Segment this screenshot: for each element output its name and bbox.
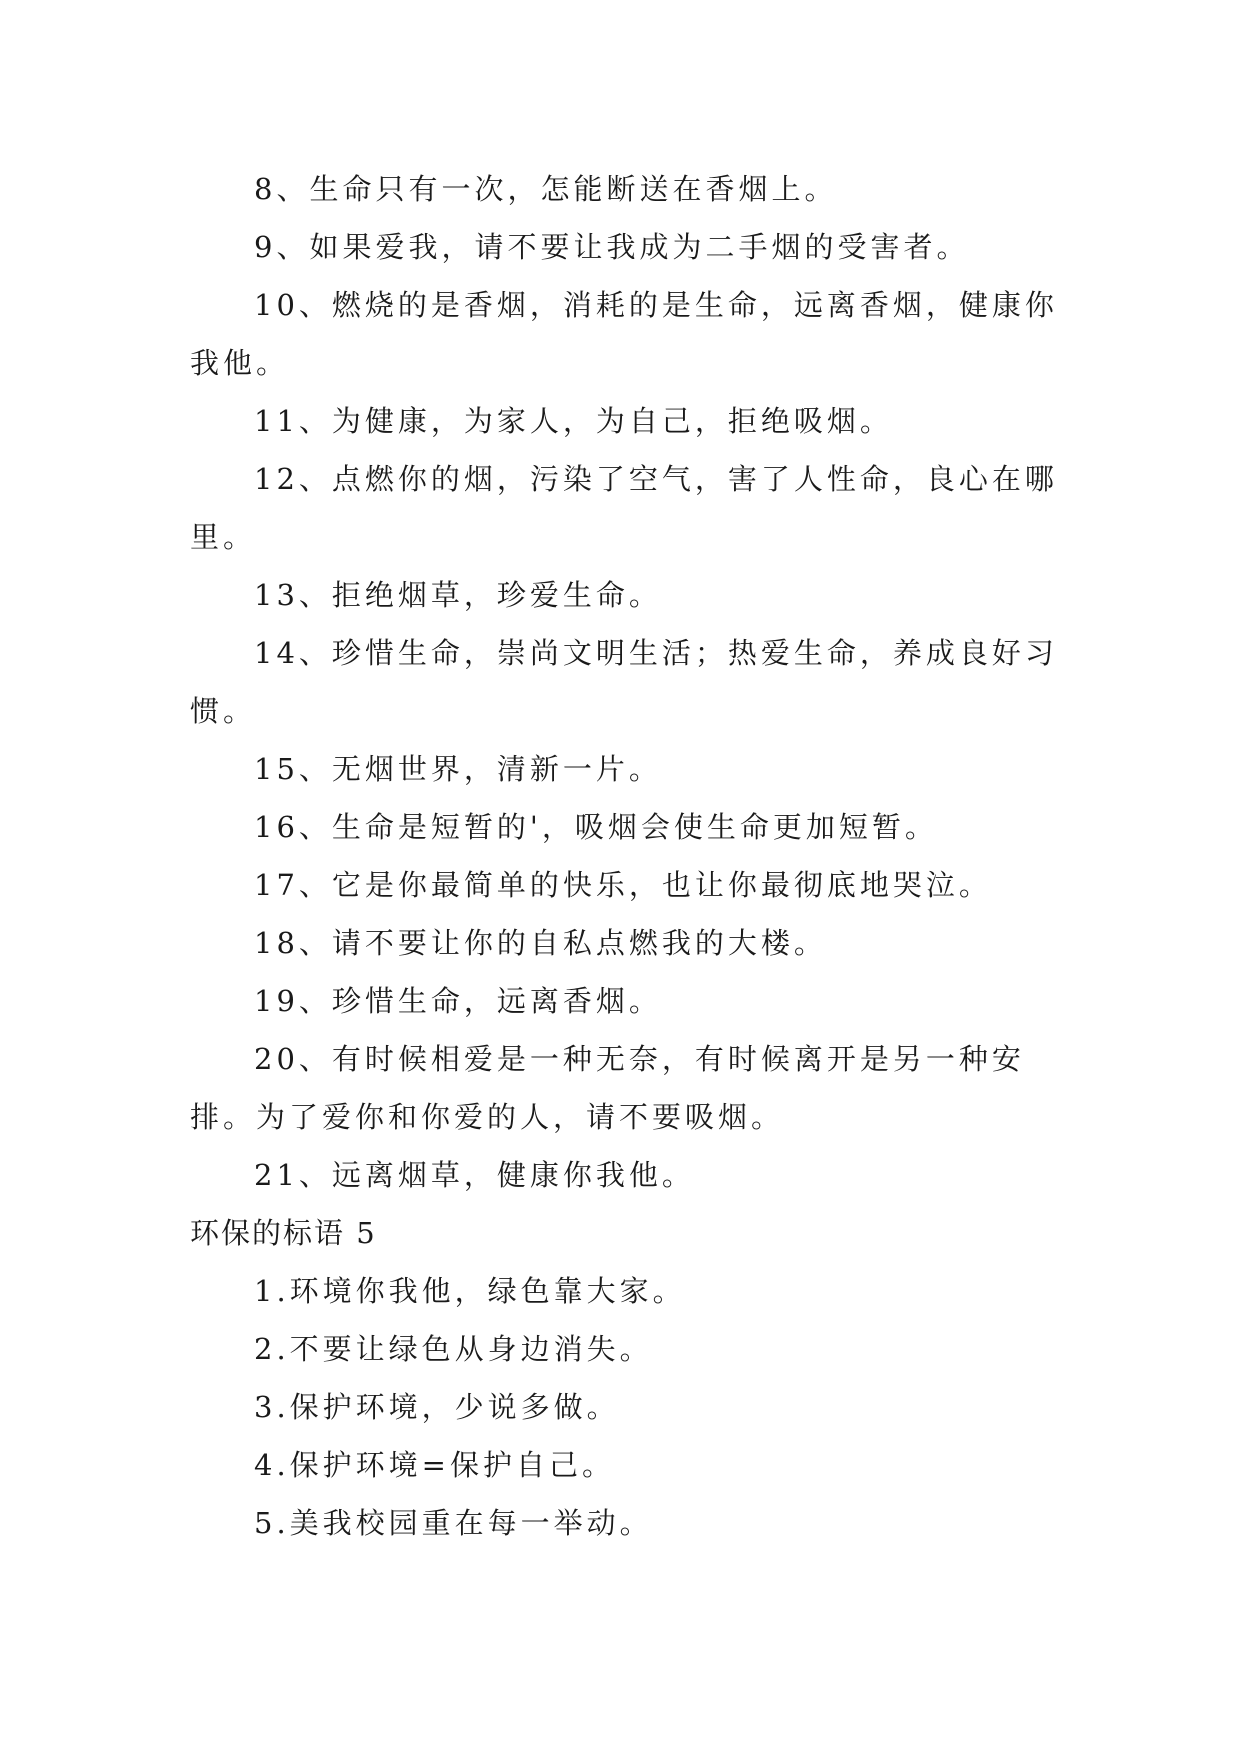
paragraph: 4.保护环境=保护自己。 [254,1448,615,1482]
paragraph: 19、珍惜生命，远离香烟。 [254,984,662,1018]
paragraph: 20、有时候相爱是一种无奈，有时候离开是另一种安排。为了爱你和你爱的人，请不要吸烟。 [190,1042,1025,1134]
paragraph: 3.保护环境，少说多做。 [254,1390,620,1424]
paragraph: 12、点燃你的烟，污染了空气，害了人性命，良心在哪里。 [190,462,1058,554]
paragraph: 9、如果爱我，请不要让我成为二手烟的受害者。 [254,230,970,264]
document-body [190,160,1070,1552]
paragraph: 14、珍惜生命，崇尚文明生活；热爱生命，养成良好习惯。 [190,636,1058,728]
paragraph: 11、为健康，为家人，为自己，拒绝吸烟。 [254,404,893,438]
paragraph: 8、生命只有一次，怎能断送在香烟上。 [254,172,838,206]
paragraph: 10、燃烧的是香烟，消耗的是生命，远离香烟，健康你我他。 [190,288,1058,380]
paragraph: 1.环境你我他，绿色靠大家。 [254,1274,686,1308]
section-heading: 环保的标语 5 [190,1216,377,1250]
paragraph: 18、请不要让你的自私点燃我的大楼。 [254,926,827,960]
paragraph: 17、它是你最简单的快乐，也让你最彻底地哭泣。 [254,868,992,902]
paragraph: 15、无烟世界，清新一片。 [254,752,662,786]
paragraph: 2.不要让绿色从身边消失。 [254,1332,653,1366]
paragraph: 13、拒绝烟草，珍爱生命。 [254,578,662,612]
paragraph: 5.美我校园重在每一举动。 [254,1506,653,1540]
paragraph: 21、远离烟草，健康你我他。 [254,1158,695,1192]
paragraph: 16、生命是短暂的'，吸烟会使生命更加短暂。 [254,810,938,844]
